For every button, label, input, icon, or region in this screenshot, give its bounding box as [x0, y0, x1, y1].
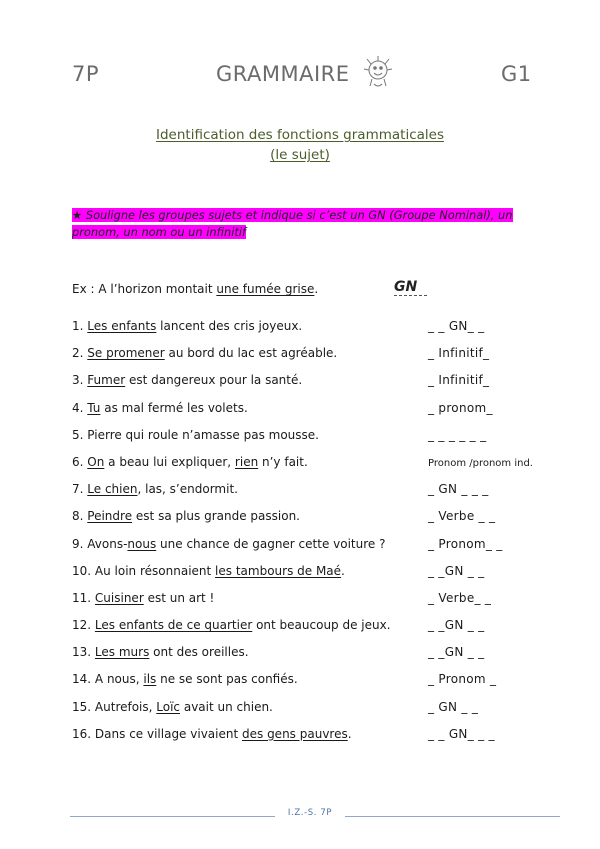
sentence-subject: Les enfants de ce quartier [94, 618, 253, 633]
sentence-text: une chance de gagner cette voiture ? [156, 536, 386, 551]
subject-title: GRAMMAIRE [216, 62, 350, 86]
exercise-row [72, 481, 542, 508]
sentence-text: . [341, 563, 345, 578]
exercise-list [72, 318, 542, 753]
sentence-text: ont beaucoup de jeux. [252, 618, 391, 633]
sentence-subject: Peindre [87, 509, 133, 524]
answer-blank: _ _ GN_ _ _ [428, 726, 495, 741]
example-sentence [72, 282, 318, 296]
exercise-row [72, 536, 542, 563]
instruction-text: Souligne les groupes sujets et indique si c’est un GN (Groupe Nominal), un pronom, un nom ou un infinitif [72, 208, 513, 239]
sentence-text: est dangereux pour la santé. [125, 373, 303, 388]
exercise-row [72, 427, 542, 454]
item-number: 1. [72, 319, 84, 333]
sentence-subject: Loïc [156, 699, 181, 714]
worksheet-code: G1 [501, 62, 532, 86]
title-line-1: Identification des fonctions grammaticales [156, 127, 444, 143]
sentence-text: Pierre qui roule n’amasse pas mousse. [87, 427, 319, 442]
footer-text: I.Z.-S. 7P [287, 808, 333, 818]
exercise-sentence [72, 699, 273, 715]
sentence-text: Autrefois, [94, 699, 157, 714]
answer-blank: _ pronom_ [428, 400, 493, 415]
item-number: 9. [72, 536, 84, 551]
page-footer [70, 808, 550, 824]
item-number: 2. [72, 346, 84, 361]
answer-blank: _ Infinitif_ [428, 373, 490, 388]
sentence-subject: nous [127, 536, 157, 551]
answer-blank: _ GN _ _ [428, 699, 479, 714]
star-icon: ★ [72, 208, 83, 222]
exercise-row [72, 671, 542, 698]
sentence-subject: Fumer [87, 373, 126, 388]
exercise-row [72, 590, 542, 617]
sentence-text: au bord du lac est agréable. [164, 346, 338, 361]
item-number: 15. [72, 699, 92, 714]
example-suffix: . [314, 282, 319, 296]
exercise-row [72, 644, 542, 671]
example-answer: GN [394, 279, 427, 296]
sentence-subject: rien [234, 454, 259, 469]
exercise-row [72, 508, 542, 535]
item-number: 7. [72, 482, 84, 497]
exercise-sentence [72, 726, 352, 742]
sentence-text: ne se sont pas confiés. [156, 672, 298, 687]
sentence-text: , las, s’endormit. [137, 482, 238, 497]
sentence-text: avait un chien. [180, 699, 273, 714]
item-number: 11. [72, 590, 92, 605]
sentence-subject: On [87, 454, 105, 469]
exercise-sentence [72, 318, 302, 334]
item-number: 10. [72, 563, 92, 578]
answer-blank: Pronom /pronom ind. [428, 457, 533, 469]
exercise-sentence [72, 372, 302, 388]
answer-blank: _ Pronom _ [428, 672, 497, 687]
sentence-subject: Les murs [94, 645, 150, 660]
sentence-text: A nous, [94, 672, 144, 687]
item-number: 16. [72, 726, 92, 741]
answer-blank: _ _ GN_ _ [428, 319, 485, 333]
sentence-text: est un art ! [143, 590, 215, 605]
sentence-subject: Tu [87, 400, 101, 415]
exercise-sentence [72, 427, 319, 443]
sentence-text: n’y fait. [258, 454, 308, 469]
page-header [0, 62, 600, 102]
exercise-row [72, 617, 542, 644]
exercise-row [72, 699, 542, 726]
exercise-sentence [72, 563, 345, 579]
sentence-text: Avons- [87, 536, 128, 551]
sentence-subject: Les enfants [87, 319, 157, 333]
sentence-subject: des gens pauvres [242, 726, 348, 741]
item-number: 5. [72, 427, 84, 442]
answer-blank: _ _ _ _ _ _ [428, 427, 487, 442]
sentence-subject: ils [143, 672, 157, 687]
grade-label: 7P [72, 62, 100, 86]
example-subject: une fumée grise [216, 282, 315, 296]
answer-blank: _ Pronom_ _ [428, 536, 503, 551]
exercise-sentence [72, 400, 248, 416]
sentence-text: lancent des cris joyeux. [156, 319, 303, 333]
sentence-text: est sa plus grande passion. [132, 509, 300, 524]
item-number: 13. [72, 645, 92, 660]
sentence-text: . [347, 726, 352, 741]
smiling-sun-mascot-icon [363, 56, 393, 88]
exercise-sentence [72, 536, 385, 552]
instruction-highlight [72, 208, 513, 239]
exercise-sentence [72, 617, 391, 633]
sentence-subject: Se promener [87, 346, 165, 361]
exercise-sentence [72, 481, 238, 497]
item-number: 3. [72, 373, 84, 388]
sentence-subject: les tambours de Maé [215, 563, 342, 578]
exercise-row [72, 454, 542, 481]
sentence-text: ont des oreilles. [149, 645, 249, 660]
worksheet-title [0, 125, 600, 165]
item-number: 8. [72, 509, 84, 524]
sentence-text: a beau lui expliquer, [104, 454, 235, 469]
sentence-text: Dans ce village vivaient [94, 726, 242, 741]
exercise-row [72, 318, 542, 345]
title-line-2: (le sujet) [270, 147, 330, 163]
exercise-sentence [72, 644, 249, 660]
exercise-sentence [72, 454, 308, 470]
footer-divider-left [70, 816, 275, 817]
exercise-row [72, 563, 542, 590]
item-number: 4. [72, 400, 84, 415]
exercise-row [72, 726, 542, 753]
instruction-box [72, 207, 546, 241]
sentence-subject: Le chien [87, 482, 138, 497]
sentence-text: as mal fermé les volets. [100, 400, 248, 415]
sentence-text: Au loin résonnaient [94, 563, 216, 578]
exercise-sentence [72, 345, 337, 361]
answer-blank: _ Verbe_ _ [428, 590, 492, 605]
footer-divider-right [345, 816, 560, 817]
example-prefix: Ex : A l’horizon montait [72, 282, 217, 296]
exercise-row [72, 400, 542, 427]
exercise-sentence [72, 671, 298, 687]
item-number: 12. [72, 618, 92, 633]
item-number: 6. [72, 454, 84, 469]
exercise-row [72, 345, 542, 372]
answer-blank: _ _GN _ _ [428, 563, 485, 578]
exercise-sentence [72, 590, 214, 606]
answer-blank: _ _GN _ _ [428, 618, 485, 633]
answer-blank: _ GN _ _ _ [428, 482, 489, 497]
exercise-row [72, 372, 542, 399]
answer-blank: _ _GN _ _ [428, 645, 485, 660]
answer-blank: _ Infinitif_ [428, 346, 490, 361]
sentence-subject: Cuisiner [94, 590, 144, 605]
exercise-sentence [72, 508, 300, 524]
item-number: 14. [72, 672, 92, 687]
answer-blank: _ Verbe _ _ [428, 509, 496, 524]
